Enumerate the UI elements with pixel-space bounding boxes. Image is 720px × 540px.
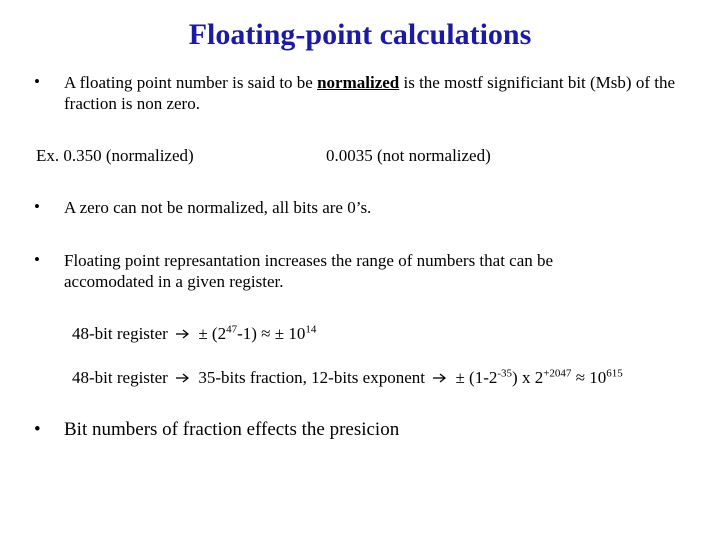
approx-power: ≈ 10 (571, 368, 607, 387)
range-expr: ± (2 (198, 324, 227, 343)
times-two: ) x 2 (512, 368, 544, 387)
register-range-line (72, 323, 316, 344)
arrow-right-icon (176, 373, 190, 383)
bullet-fraction-precision: Bit numbers of fraction effects the presicion (64, 419, 400, 440)
range-approx: -1) ≈ ± 10 (237, 324, 306, 343)
normalized-term: normalized (317, 73, 400, 92)
bullet-normalized-definition (64, 72, 684, 114)
definition-text-pre: A floating point number is said to be (64, 73, 318, 92)
bit-allocation: 35-bits fraction, 12-bits exponent (198, 368, 425, 387)
register-label: 48-bit register (72, 324, 168, 343)
example-normalized: Ex. 0.350 (normalized) (36, 146, 194, 165)
fraction-exponent: -35 (497, 367, 513, 380)
slide-title: Floating-point calculations (188, 18, 532, 51)
bullet-range-increase: Floating point represantation increases the range of numbers that can be accomodated in a given register. (64, 251, 554, 291)
definition-text-post: is the mostf significiant bit (Msb) of the fraction is non zero. (64, 73, 675, 113)
register-label: 48-bit register (72, 368, 168, 387)
float-range-expr: ± (1-2 (455, 368, 498, 387)
bullet-zero-not-normalized: A zero can not be normalized, all bits are 0’s. (64, 198, 372, 217)
example-not-normalized: 0.0035 (not normalized) (326, 146, 491, 165)
approx-exponent: 615 (606, 367, 623, 380)
bullet-marker: • (34, 197, 40, 216)
range-approx-exponent: 14 (305, 323, 317, 336)
bullet-marker: • (34, 419, 41, 440)
bullet-marker: • (34, 250, 40, 269)
max-exponent: +2047 (543, 367, 572, 380)
arrow-right-icon (433, 373, 447, 383)
arrow-right-icon (176, 329, 190, 339)
bullet-marker: • (34, 72, 40, 91)
range-exponent: 47 (226, 323, 238, 336)
register-float-line (72, 367, 623, 388)
